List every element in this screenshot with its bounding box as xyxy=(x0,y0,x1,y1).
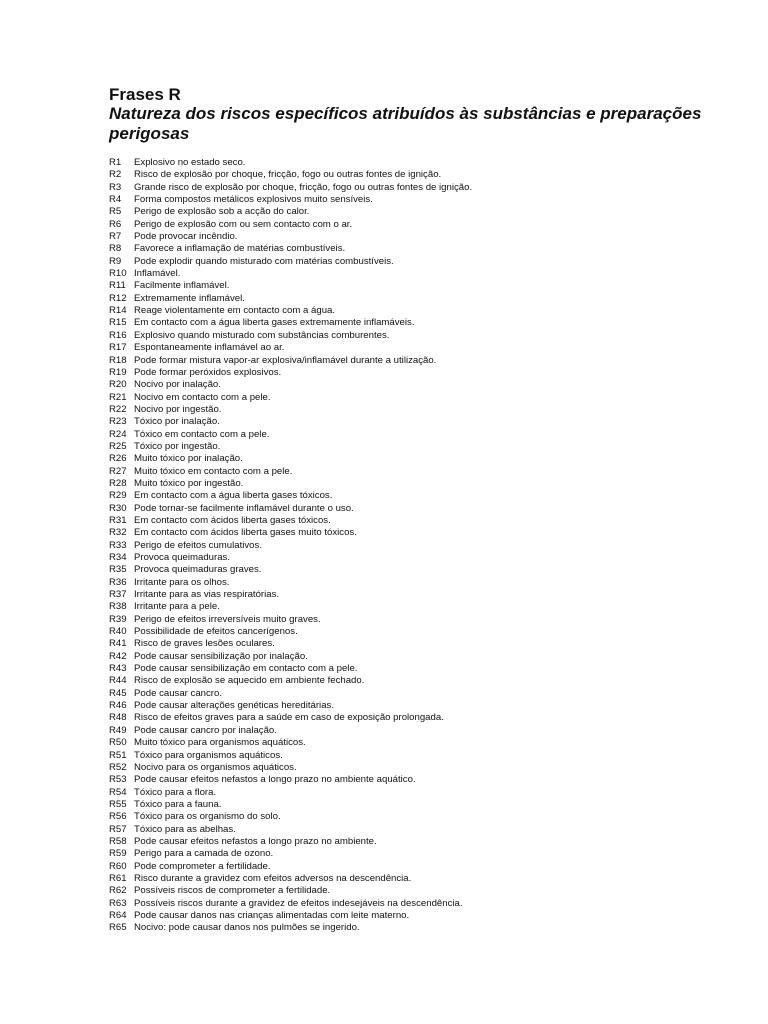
risk-phrase-code: R11 xyxy=(109,280,126,292)
risk-phrase-text: Perigo de explosão sob a acção do calor. xyxy=(134,206,310,218)
risk-phrase-row xyxy=(109,873,472,885)
risk-phrase-row xyxy=(109,774,472,786)
risk-phrase-text: Perigo de efeitos irreversíveis muito graves. xyxy=(134,613,321,625)
risk-phrase-row xyxy=(109,737,472,749)
risk-phrase-code: R1 xyxy=(109,157,122,168)
risk-phrase-row xyxy=(109,194,472,206)
risk-phrase-row xyxy=(109,231,472,243)
risk-phrase-text: Irritante para as vias respiratórias. xyxy=(134,589,280,601)
risk-phrase-code: R62 xyxy=(109,885,127,897)
risk-phrase-code: R8 xyxy=(109,243,122,255)
risk-phrase-code: R48 xyxy=(109,712,127,724)
risk-phrase-text: Pode comprometer a fertilidade. xyxy=(134,860,271,872)
risk-phrase-code: R64 xyxy=(109,909,127,921)
risk-phrase-text: Muito tóxico para organismos aquáticos. xyxy=(134,737,306,749)
risk-phrase-code: R65 xyxy=(109,922,127,934)
risk-phrase-row xyxy=(109,762,472,774)
risk-phrase-code: R29 xyxy=(109,490,127,502)
risk-phrase-code: R38 xyxy=(109,601,127,613)
risk-phrase-row xyxy=(109,268,472,280)
risk-phrase-row xyxy=(109,169,472,181)
risk-phrase-row xyxy=(109,219,472,231)
risk-phrase-text: Tóxico para a fauna. xyxy=(134,798,222,810)
risk-phrase-row xyxy=(109,910,472,922)
page-subtitle: Natureza dos riscos específicos atribuídos às substâncias e preparações perigosas xyxy=(109,104,702,143)
risk-phrase-code: R25 xyxy=(109,440,127,452)
risk-phrase-row xyxy=(109,355,472,367)
risk-phrase-code: R21 xyxy=(109,391,127,403)
risk-phrase-row xyxy=(109,885,472,897)
risk-phrase-row xyxy=(109,811,472,823)
risk-phrase-text: Pode causar efeitos nefastos a longo prazo no ambiente. xyxy=(134,835,377,847)
risk-phrase-row xyxy=(109,626,472,638)
risk-phrase-row xyxy=(109,638,472,650)
risk-phrase-row xyxy=(109,651,472,663)
risk-phrase-code: R6 xyxy=(109,218,122,230)
risk-phrase-text: Tóxico em contacto com a pele. xyxy=(134,428,270,440)
risk-phrase-row xyxy=(109,675,472,687)
risk-phrase-text: Reage violentamente em contacto com a água. xyxy=(134,305,336,317)
risk-phrase-row xyxy=(109,700,472,712)
risk-phrase-code: R55 xyxy=(109,798,127,810)
risk-phrase-code: R36 xyxy=(109,576,127,588)
risk-phrase-row xyxy=(109,725,472,737)
risk-phrase-text: Possibilidade de efeitos cancerígenos. xyxy=(134,626,298,638)
risk-phrase-text: Nocivo para os organismos aquáticos. xyxy=(134,761,297,773)
risk-phrase-text: Muito tóxico em contacto com a pele. xyxy=(134,465,293,477)
risk-phrase-text: Pode causar cancro. xyxy=(134,687,222,699)
risk-phrase-text: Nocivo por inalação. xyxy=(134,379,221,391)
risk-phrase-code: R15 xyxy=(109,317,127,329)
risk-phrase-row xyxy=(109,182,472,194)
risk-phrase-text: Muito tóxico por ingestão. xyxy=(134,477,244,489)
risk-phrase-text: Possíveis riscos durante a gravidez de efeitos indesejáveis na descendência. xyxy=(134,897,463,909)
risk-phrase-row xyxy=(109,157,472,169)
risk-phrase-row xyxy=(109,317,472,329)
risk-phrase-text: Perigo de explosão com ou sem contacto com o ar. xyxy=(134,218,353,230)
risk-phrase-code: R57 xyxy=(109,823,127,835)
risk-phrase-code: R4 xyxy=(109,194,122,206)
risk-phrase-row xyxy=(109,243,472,255)
risk-phrase-code: R63 xyxy=(109,897,127,909)
risk-phrase-text: Risco de graves lesões oculares. xyxy=(134,638,275,650)
risk-phrase-row xyxy=(109,824,472,836)
risk-phrase-text: Risco de explosão por choque, fricção, fogo ou outras fontes de ignição. xyxy=(134,169,442,181)
risk-phrase-row xyxy=(109,293,472,305)
risk-phrase-text: Nocivo em contacto com a pele. xyxy=(134,391,271,403)
risk-phrase-text: Provoca queimaduras. xyxy=(134,552,230,563)
risk-phrase-row xyxy=(109,379,472,391)
risk-phrase-code: R31 xyxy=(109,514,127,526)
risk-phrase-code: R45 xyxy=(109,687,127,699)
risk-phrase-text: Nocivo por ingestão. xyxy=(134,403,222,415)
risk-phrase-text: Pode causar sensibilização em contacto com a pele. xyxy=(134,663,358,675)
page-title: Frases R xyxy=(109,85,181,104)
risk-phrase-code: R27 xyxy=(109,465,127,477)
risk-phrase-text: Tóxico para os organismo do solo. xyxy=(134,811,281,823)
risk-phrase-text: Risco durante a gravidez com efeitos adversos na descendência. xyxy=(134,872,412,884)
risk-phrase-code: R32 xyxy=(109,527,127,539)
risk-phrase-text: Espontaneamente inflamável ao ar. xyxy=(134,342,285,354)
risk-phrase-code: R3 xyxy=(109,181,122,193)
risk-phrase-row xyxy=(109,589,472,601)
risk-phrase-row xyxy=(109,429,472,441)
risk-phrase-row xyxy=(109,466,472,478)
risk-phrase-row xyxy=(109,527,472,539)
risk-phrase-row xyxy=(109,552,472,564)
risk-phrase-row xyxy=(109,836,472,848)
risk-phrase-code: R60 xyxy=(109,860,127,872)
risk-phrase-row xyxy=(109,787,472,799)
risk-phrase-text: Tóxico para as abelhas. xyxy=(134,823,236,835)
risk-phrase-code: R40 xyxy=(109,626,127,638)
risk-phrase-list xyxy=(109,157,472,935)
risk-phrase-code: R16 xyxy=(109,329,127,341)
risk-phrase-code: R20 xyxy=(109,379,127,391)
risk-phrase-code: R58 xyxy=(109,835,127,847)
risk-phrase-text: Forma compostos metálicos explosivos muito sensíveis. xyxy=(134,194,373,206)
risk-phrase-code: R30 xyxy=(109,502,127,514)
risk-phrase-row xyxy=(109,416,472,428)
risk-phrase-row xyxy=(109,478,472,490)
risk-phrase-text: Perigo de efeitos cumulativos. xyxy=(134,539,262,551)
risk-phrase-row xyxy=(109,305,472,317)
risk-phrase-text: Nocivo: pode causar danos nos pulmões se ingerido. xyxy=(134,922,360,934)
risk-phrase-row xyxy=(109,503,472,515)
risk-phrase-row xyxy=(109,540,472,552)
risk-phrase-text: Tóxico para a flora. xyxy=(134,786,217,798)
risk-phrase-text: Possíveis riscos de comprometer a fertilidade. xyxy=(134,885,331,897)
risk-phrase-text: Em contacto com a água liberta gases tóxicos. xyxy=(134,490,333,502)
risk-phrase-row xyxy=(109,577,472,589)
risk-phrase-row xyxy=(109,848,472,860)
risk-phrase-text: Favorece a inflamação de matérias combustíveis. xyxy=(134,243,346,255)
risk-phrase-row xyxy=(109,256,472,268)
risk-phrase-text: Pode explodir quando misturado com matérias combustíveis. xyxy=(134,255,394,267)
risk-phrase-code: R34 xyxy=(109,552,127,563)
risk-phrase-row xyxy=(109,342,472,354)
risk-phrase-row xyxy=(109,799,472,811)
risk-phrase-row xyxy=(109,750,472,762)
risk-phrase-row xyxy=(109,453,472,465)
risk-phrase-text: Tóxico por ingestão. xyxy=(134,440,221,452)
risk-phrase-code: R37 xyxy=(109,589,127,601)
risk-phrase-code: R33 xyxy=(109,539,127,551)
risk-phrase-code: R24 xyxy=(109,428,127,440)
risk-phrase-code: R49 xyxy=(109,724,127,736)
risk-phrase-text: Tóxico por inalação. xyxy=(134,416,220,428)
risk-phrase-text: Facilmente inflamável. xyxy=(134,280,230,292)
risk-phrase-code: R56 xyxy=(109,811,127,823)
risk-phrase-row xyxy=(109,441,472,453)
risk-phrase-code: R23 xyxy=(109,416,127,428)
risk-phrase-code: R51 xyxy=(109,749,127,761)
risk-phrase-row xyxy=(109,712,472,724)
risk-phrase-code: R10 xyxy=(109,268,127,280)
risk-phrase-code: R41 xyxy=(109,638,127,650)
risk-phrase-code: R54 xyxy=(109,786,127,798)
risk-phrase-text: Irritante para os olhos. xyxy=(134,576,230,588)
risk-phrase-row xyxy=(109,564,472,576)
risk-phrase-code: R50 xyxy=(109,737,127,749)
risk-phrase-text: Muito tóxico por inalação. xyxy=(134,453,243,465)
risk-phrase-row xyxy=(109,490,472,502)
risk-phrase-code: R59 xyxy=(109,848,127,860)
risk-phrase-code: R2 xyxy=(109,169,122,181)
risk-phrase-row xyxy=(109,861,472,873)
risk-phrase-code: R22 xyxy=(109,403,127,415)
risk-phrase-text: Provoca queimaduras graves. xyxy=(134,564,262,576)
risk-phrase-code: R17 xyxy=(109,342,127,354)
risk-phrase-row xyxy=(109,330,472,342)
risk-phrase-text: Pode provocar incêndio. xyxy=(134,231,238,243)
risk-phrase-code: R61 xyxy=(109,872,127,884)
risk-phrase-text: Risco de efeitos graves para a saúde em caso de exposição prolongada. xyxy=(134,712,444,724)
risk-phrase-code: R12 xyxy=(109,292,127,304)
risk-phrase-code: R39 xyxy=(109,613,127,625)
risk-phrase-text: Pode causar efeitos nefastos a longo prazo no ambiente aquático. xyxy=(134,774,416,786)
risk-phrase-text: Inflamável. xyxy=(134,268,181,280)
risk-phrase-text: Pode causar sensibilização por inalação. xyxy=(134,650,308,662)
risk-phrase-row xyxy=(109,367,472,379)
risk-phrase-row xyxy=(109,688,472,700)
risk-phrase-row xyxy=(109,922,472,934)
risk-phrase-text: Grande risco de explosão por choque, fricção, fogo ou outras fontes de ignição. xyxy=(134,181,473,193)
risk-phrase-row xyxy=(109,601,472,613)
risk-phrase-row xyxy=(109,206,472,218)
risk-phrase-code: R5 xyxy=(109,206,122,218)
risk-phrase-row xyxy=(109,663,472,675)
risk-phrase-code: R9 xyxy=(109,255,122,267)
risk-phrase-row xyxy=(109,515,472,527)
risk-phrase-text: Explosivo quando misturado com substâncias comburentes. xyxy=(134,329,390,341)
risk-phrase-row xyxy=(109,392,472,404)
risk-phrase-code: R7 xyxy=(109,231,122,243)
risk-phrase-text: Tóxico para organismos aquáticos. xyxy=(134,749,283,761)
risk-phrase-code: R44 xyxy=(109,675,127,687)
risk-phrase-text: Pode tornar-se facilmente inflamável durante o uso. xyxy=(134,502,354,514)
risk-phrase-code: R18 xyxy=(109,354,127,366)
risk-phrase-code: R19 xyxy=(109,366,127,378)
risk-phrase-text: Perigo para a camada de ozono. xyxy=(134,848,274,860)
risk-phrase-code: R26 xyxy=(109,453,127,465)
risk-phrase-code: R14 xyxy=(109,305,127,317)
risk-phrase-text: Irritante para a pele. xyxy=(134,601,220,613)
risk-phrase-text: Explosivo no estado seco. xyxy=(134,157,246,168)
risk-phrase-code: R35 xyxy=(109,564,127,576)
risk-phrase-text: Em contacto com ácidos liberta gases tóxicos. xyxy=(134,514,331,526)
risk-phrase-row xyxy=(109,404,472,416)
risk-phrase-text: Pode formar mistura vapor-ar explosiva/inflamável durante a utilização. xyxy=(134,354,437,366)
risk-phrase-text: Pode causar danos nas crianças alimentadas com leite materno. xyxy=(134,909,410,921)
risk-phrase-code: R53 xyxy=(109,774,127,786)
risk-phrase-code: R43 xyxy=(109,663,127,675)
risk-phrase-text: Extremamente inflamável. xyxy=(134,292,245,304)
risk-phrase-text: Pode causar alterações genéticas hereditárias. xyxy=(134,700,334,712)
risk-phrase-row xyxy=(109,614,472,626)
risk-phrase-code: R28 xyxy=(109,477,127,489)
risk-phrase-row xyxy=(109,280,472,292)
risk-phrase-text: Pode formar peróxidos explosivos. xyxy=(134,366,282,378)
risk-phrase-row xyxy=(109,898,472,910)
risk-phrase-code: R42 xyxy=(109,650,127,662)
risk-phrase-text: Em contacto com ácidos liberta gases muito tóxicos. xyxy=(134,527,357,539)
risk-phrase-code: R52 xyxy=(109,761,127,773)
risk-phrase-text: Pode causar cancro por inalação. xyxy=(134,724,277,736)
risk-phrase-text: Risco de explosão se aquecido em ambiente fechado. xyxy=(134,675,365,687)
risk-phrase-code: R46 xyxy=(109,700,127,712)
risk-phrase-text: Em contacto com a água liberta gases extremamente inflamáveis. xyxy=(134,317,415,329)
